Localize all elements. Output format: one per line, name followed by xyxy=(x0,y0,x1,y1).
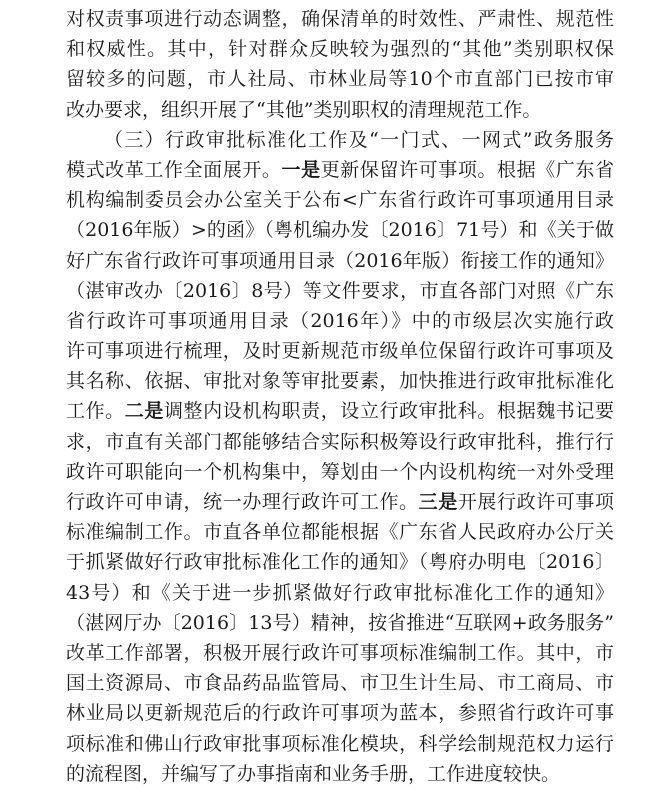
text-line xyxy=(66,457,614,487)
text-run: （三）行政审批标准化工作及“一门式、一网式”政务服务 xyxy=(104,128,614,151)
text-line xyxy=(66,668,614,698)
text-run: 林业局以更新规范后的行政许可事项为蓝本，参照省行政许可事 xyxy=(66,702,614,725)
text-line xyxy=(66,155,614,185)
text-line xyxy=(66,487,614,517)
text-run: （2016年版）>的函》（粤机编办发〔2016〕71号）和《关于做 xyxy=(66,219,614,242)
text-run: 项标准和佛山行政审批事项标准化模块，科学绘制规范权力运行 xyxy=(66,732,614,755)
text-run: 更新保留许可事项。根据《广东省 xyxy=(320,158,614,181)
text-run: （湛网厅办〔2016〕13号）精神，按省推进“互联网+政务服务” xyxy=(66,611,614,634)
text-line xyxy=(66,638,614,668)
text-line xyxy=(66,185,614,215)
text-line xyxy=(66,246,614,276)
text-run: 许可事项进行梳理，及时更新规范市级单位保留行政许可事项及 xyxy=(66,340,614,363)
text-run: 和权威性。其中，针对群众反映较为强烈的“其他”类别职权保 xyxy=(66,38,614,61)
text-run: 留较多的问题，市人社局、市林业局等10个市直部门已按市审 xyxy=(66,68,614,91)
text-run: 其名称、依据、审批对象等审批要素，加快推进行政审批标准化 xyxy=(66,370,614,393)
text-run: 国土资源局、市食品药品监管局、市卫生计生局、市工商局、市 xyxy=(66,672,614,695)
text-line xyxy=(66,215,614,245)
text-line xyxy=(66,95,614,125)
text-line xyxy=(66,125,614,155)
text-line xyxy=(66,547,614,577)
text-line xyxy=(66,729,614,759)
text-run: 调整内设机构职责，设立行政审批科。根据魏书记要 xyxy=(163,400,614,423)
text-run: 43号）和《关于进一步抓紧做好行政审批标准化工作的通知》 xyxy=(66,581,614,604)
text-line xyxy=(66,34,614,64)
text-line xyxy=(66,578,614,608)
text-line xyxy=(66,306,614,336)
text-line xyxy=(66,759,614,789)
text-line xyxy=(66,427,614,457)
bold-phrase: 二是 xyxy=(124,400,164,423)
text-run: 于抓紧做好行政审批标准化工作的通知》（粤府办明电〔2016〕 xyxy=(66,551,614,574)
text-line xyxy=(66,608,614,638)
text-line xyxy=(66,276,614,306)
text-run: 行政许可申请，统一办理行政许可工作。 xyxy=(66,491,419,513)
text-run: 机构编制委员会办公室关于公布<广东省行政许可事项通用目录 xyxy=(66,189,614,212)
text-line xyxy=(66,64,614,94)
text-line xyxy=(66,4,614,34)
text-line xyxy=(66,336,614,366)
text-run: 省行政许可事项通用目录（2016年）》中的市级层次实施行政 xyxy=(66,309,614,332)
text-run: 开展行政许可事项 xyxy=(457,491,614,513)
bold-phrase: 一是 xyxy=(281,158,321,181)
text-run: 对权责事项进行动态调整，确保清单的时效性、严肃性、规范性 xyxy=(66,8,614,30)
text-run: 好广东省行政许可事项通用目录（2016年版）衔接工作的通知》 xyxy=(66,249,614,272)
text-run: 改办要求，组织开展了“其他”类别职权的清理规范工作。 xyxy=(66,98,542,121)
text-line xyxy=(66,698,614,728)
bold-phrase: 三是 xyxy=(418,491,458,513)
text-run: （湛审改办〔2016〕8号）等文件要求，市直各部门对照《广东 xyxy=(66,279,614,302)
text-line xyxy=(66,517,614,547)
text-run: 政许可职能向一个机构集中，筹划由一个内设机构统一对外受理 xyxy=(66,460,614,483)
text-run: 的流程图，并编写了办事指南和业务手册，工作进度较快。 xyxy=(66,762,561,785)
document-body xyxy=(66,4,614,789)
text-run: 工作。 xyxy=(66,400,125,423)
text-line xyxy=(66,366,614,396)
text-run: 改革工作部署，积极开展行政许可事项标准编制工作。其中，市 xyxy=(66,641,614,664)
text-run: 求，市直有关部门都能够结合实际积极筹设行政审批科，推行行 xyxy=(66,430,614,453)
text-run: 模式改革工作全面展开。 xyxy=(66,158,282,181)
text-run: 标准编制工作。市直各单位都能根据《广东省人民政府办公厅关 xyxy=(66,521,614,544)
text-line xyxy=(66,396,614,426)
